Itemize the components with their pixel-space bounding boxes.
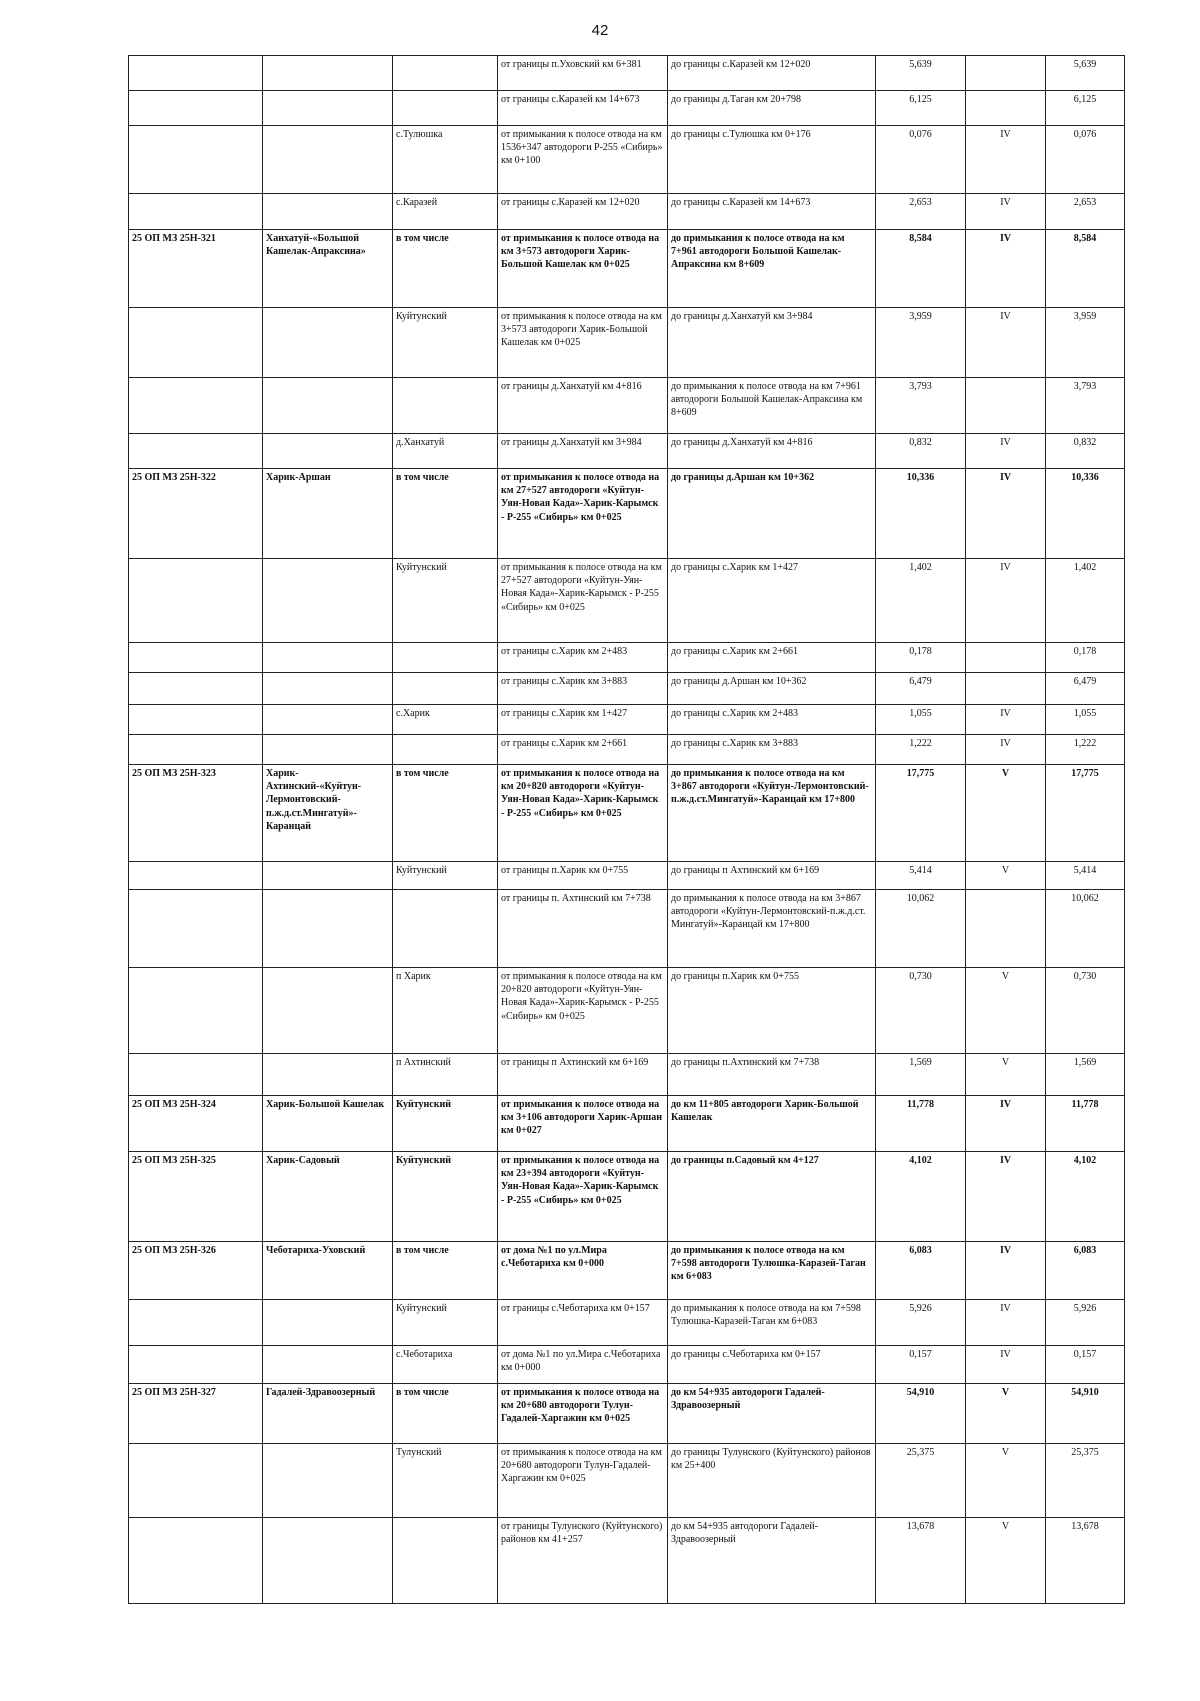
segment-start-cell: от примыкания к полосе отвода на км 3+573 автодороги Харик-Большой Кашелак км 0+025 [498, 230, 668, 308]
table-row [129, 56, 1125, 91]
segment-start-cell: от границы с.Каразей км 12+020 [498, 194, 668, 230]
length-cell: 0,730 [876, 968, 966, 1054]
road-name-cell: Чеботариха-Уховский [263, 1242, 393, 1300]
road-name-cell: Харик-Ахтинский-«Куйтун-Лермонтовский-п.ж.д.ст.Мингатуй»-Каранцай [263, 765, 393, 862]
roads-table [128, 55, 1125, 1604]
table-row [129, 1054, 1125, 1096]
table-row [129, 968, 1125, 1054]
segment-start-cell: от границы с.Харик км 2+483 [498, 643, 668, 673]
table-row [129, 890, 1125, 968]
segment-end-cell: до границы с.Каразей км 14+673 [668, 194, 876, 230]
table-row [129, 469, 1125, 559]
segment-start-cell: от границы с.Чеботариха км 0+157 [498, 1300, 668, 1346]
table-row [129, 1518, 1125, 1604]
locality-cell [393, 890, 498, 968]
locality-cell [393, 1518, 498, 1604]
locality-cell [393, 378, 498, 434]
segment-end-cell: до границы с.Харик км 1+427 [668, 559, 876, 643]
table-row [129, 194, 1125, 230]
road-name-cell: Харик-Большой Кашелак [263, 1096, 393, 1152]
table-row [129, 308, 1125, 378]
locality-cell: п Ахтинский [393, 1054, 498, 1096]
category-cell: IV [966, 735, 1046, 765]
locality-cell [393, 643, 498, 673]
category-cell: IV [966, 1096, 1046, 1152]
locality-cell: п Харик [393, 968, 498, 1054]
road-name-cell [263, 1444, 393, 1518]
segment-end-cell: до границы с.Харик км 2+483 [668, 705, 876, 735]
total-length-cell: 1,222 [1046, 735, 1125, 765]
locality-cell: с.Чеботариха [393, 1346, 498, 1384]
road-code-cell [129, 434, 263, 469]
segment-end-cell: до границы с.Тулюшка км 0+176 [668, 126, 876, 194]
segment-end-cell: до примыкания к полосе отвода на км 7+961 автодороги Большой Кашелак-Апраксина км 8+609 [668, 378, 876, 434]
category-cell [966, 673, 1046, 705]
category-cell: V [966, 968, 1046, 1054]
category-cell: IV [966, 434, 1046, 469]
table-row [129, 1444, 1125, 1518]
locality-cell [393, 673, 498, 705]
length-cell: 5,639 [876, 56, 966, 91]
road-code-cell [129, 194, 263, 230]
segment-end-cell: до границы п.Ахтинский км 7+738 [668, 1054, 876, 1096]
locality-cell: с.Харик [393, 705, 498, 735]
road-code-cell [129, 1518, 263, 1604]
road-name-cell [263, 890, 393, 968]
segment-end-cell: до границы д.Ханхатуй км 4+816 [668, 434, 876, 469]
road-name-cell: Харик-Аршан [263, 469, 393, 559]
segment-start-cell: от примыкания к полосе отвода на км 1536+347 автодороги Р-255 «Сибирь» км 0+100 [498, 126, 668, 194]
length-cell: 1,569 [876, 1054, 966, 1096]
category-cell: V [966, 862, 1046, 890]
table-row [129, 862, 1125, 890]
locality-cell: Куйтунский [393, 1152, 498, 1242]
road-name-cell [263, 705, 393, 735]
table-row [129, 434, 1125, 469]
total-length-cell: 0,157 [1046, 1346, 1125, 1384]
road-code-cell [129, 559, 263, 643]
segment-start-cell: от границы п Ахтинский км 6+169 [498, 1054, 668, 1096]
table-row [129, 643, 1125, 673]
road-name-cell [263, 126, 393, 194]
segment-end-cell: до примыкания к полосе отвода на км 3+867 автодороги «Куйтун-Лермонтовский-п.ж.д.ст.Мингатуй»-Каранцай км 17+800 [668, 765, 876, 862]
road-code-cell [129, 1054, 263, 1096]
length-cell: 54,910 [876, 1384, 966, 1444]
total-length-cell: 1,402 [1046, 559, 1125, 643]
locality-cell: Куйтунский [393, 559, 498, 643]
length-cell: 10,336 [876, 469, 966, 559]
segment-end-cell: до границы п.Харик км 0+755 [668, 968, 876, 1054]
road-code-cell [129, 643, 263, 673]
table-row [129, 673, 1125, 705]
total-length-cell: 10,062 [1046, 890, 1125, 968]
category-cell: IV [966, 705, 1046, 735]
road-name-cell: Харик-Садовый [263, 1152, 393, 1242]
road-name-cell [263, 1300, 393, 1346]
road-name-cell [263, 56, 393, 91]
segment-start-cell: от границы д.Ханхатуй км 3+984 [498, 434, 668, 469]
segment-end-cell: до примыкания к полосе отвода на км 7+961 автодороги Большой Кашелак-Апраксина км 8+609 [668, 230, 876, 308]
total-length-cell: 6,479 [1046, 673, 1125, 705]
total-length-cell: 17,775 [1046, 765, 1125, 862]
road-name-cell [263, 643, 393, 673]
length-cell: 4,102 [876, 1152, 966, 1242]
locality-cell: в том числе [393, 1242, 498, 1300]
total-length-cell: 5,639 [1046, 56, 1125, 91]
total-length-cell: 6,083 [1046, 1242, 1125, 1300]
length-cell: 6,479 [876, 673, 966, 705]
segment-end-cell: до границы п Ахтинский км 6+169 [668, 862, 876, 890]
road-code-cell [129, 126, 263, 194]
locality-cell: в том числе [393, 230, 498, 308]
category-cell [966, 91, 1046, 126]
length-cell: 5,414 [876, 862, 966, 890]
length-cell: 13,678 [876, 1518, 966, 1604]
road-name-cell [263, 862, 393, 890]
table-row [129, 705, 1125, 735]
segment-end-cell: до границы д.Аршан км 10+362 [668, 673, 876, 705]
locality-cell: в том числе [393, 765, 498, 862]
table-row [129, 1096, 1125, 1152]
segment-start-cell: от примыкания к полосе отвода на км 20+820 автодороги «Куйтун-Уян-Новая Када»-Харик-Карымск - Р-255 «Сибирь» км 0+025 [498, 968, 668, 1054]
road-name-cell [263, 378, 393, 434]
road-code-cell: 25 ОП МЗ 25Н-327 [129, 1384, 263, 1444]
category-cell: IV [966, 194, 1046, 230]
road-name-cell [263, 91, 393, 126]
road-code-cell [129, 1300, 263, 1346]
locality-cell [393, 56, 498, 91]
total-length-cell: 0,730 [1046, 968, 1125, 1054]
segment-end-cell: до границы с.Каразей км 12+020 [668, 56, 876, 91]
category-cell: V [966, 1054, 1046, 1096]
category-cell: IV [966, 1152, 1046, 1242]
length-cell: 17,775 [876, 765, 966, 862]
locality-cell: Тулунский [393, 1444, 498, 1518]
category-cell: V [966, 1384, 1046, 1444]
road-name-cell [263, 308, 393, 378]
table-row [129, 1346, 1125, 1384]
segment-end-cell: до границы д.Аршан км 10+362 [668, 469, 876, 559]
total-length-cell: 25,375 [1046, 1444, 1125, 1518]
locality-cell: в том числе [393, 469, 498, 559]
locality-cell: с.Каразей [393, 194, 498, 230]
segment-start-cell: от границы п.Уховский км 6+381 [498, 56, 668, 91]
length-cell: 11,778 [876, 1096, 966, 1152]
length-cell: 1,055 [876, 705, 966, 735]
road-name-cell [263, 559, 393, 643]
total-length-cell: 54,910 [1046, 1384, 1125, 1444]
category-cell: IV [966, 1300, 1046, 1346]
total-length-cell: 0,832 [1046, 434, 1125, 469]
road-code-cell [129, 91, 263, 126]
road-code-cell: 25 ОП МЗ 25Н-325 [129, 1152, 263, 1242]
segment-start-cell: от дома №1 по ул.Мира с.Чеботариха км 0+000 [498, 1242, 668, 1300]
road-name-cell: Ханхатуй-«Большой Кашелак-Апраксина» [263, 230, 393, 308]
table-row [129, 559, 1125, 643]
road-code-cell [129, 705, 263, 735]
segment-start-cell: от границы с.Харик км 1+427 [498, 705, 668, 735]
total-length-cell: 5,414 [1046, 862, 1125, 890]
locality-cell: Куйтунский [393, 1096, 498, 1152]
locality-cell: Куйтунский [393, 862, 498, 890]
table-row [129, 230, 1125, 308]
length-cell: 0,157 [876, 1346, 966, 1384]
road-code-cell [129, 673, 263, 705]
category-cell: IV [966, 1242, 1046, 1300]
segment-end-cell: до примыкания к полосе отвода на км 3+867 автодороги «Куйтун-Лермонтовский-п.ж.д.ст. Мингатуй»-Каранцай км 17+800 [668, 890, 876, 968]
length-cell: 3,793 [876, 378, 966, 434]
road-code-cell [129, 890, 263, 968]
road-name-cell [263, 968, 393, 1054]
segment-end-cell: до границы с.Чеботариха км 0+157 [668, 1346, 876, 1384]
segment-start-cell: от границы с.Харик км 3+883 [498, 673, 668, 705]
segment-start-cell: от примыкания к полосе отвода на км 3+106 автодороги Харик-Аршан км 0+027 [498, 1096, 668, 1152]
category-cell: IV [966, 469, 1046, 559]
road-name-cell [263, 434, 393, 469]
segment-start-cell: от примыкания к полосе отвода на км 20+680 автодороги Тулун-Гадалей-Харгажин км 0+025 [498, 1444, 668, 1518]
category-cell: IV [966, 559, 1046, 643]
road-name-cell [263, 1518, 393, 1604]
table-row [129, 378, 1125, 434]
table-row [129, 1300, 1125, 1346]
segment-end-cell: до границы п.Садовый км 4+127 [668, 1152, 876, 1242]
segment-start-cell: от примыкания к полосе отвода на км 23+394 автодороги «Куйтун-Уян-Новая Када»-Харик-Карымск - Р-255 «Сибирь» км 0+025 [498, 1152, 668, 1242]
length-cell: 6,125 [876, 91, 966, 126]
total-length-cell: 1,055 [1046, 705, 1125, 735]
locality-cell: в том числе [393, 1384, 498, 1444]
segment-end-cell: до границы с.Харик км 2+661 [668, 643, 876, 673]
table-row [129, 1152, 1125, 1242]
category-cell: IV [966, 308, 1046, 378]
table-row [129, 126, 1125, 194]
road-code-cell: 25 ОП МЗ 25Н-324 [129, 1096, 263, 1152]
total-length-cell: 5,926 [1046, 1300, 1125, 1346]
road-name-cell [263, 1054, 393, 1096]
road-name-cell [263, 673, 393, 705]
total-length-cell: 4,102 [1046, 1152, 1125, 1242]
road-code-cell [129, 378, 263, 434]
length-cell: 3,959 [876, 308, 966, 378]
length-cell: 25,375 [876, 1444, 966, 1518]
category-cell: V [966, 1444, 1046, 1518]
road-code-cell [129, 735, 263, 765]
total-length-cell: 6,125 [1046, 91, 1125, 126]
category-cell: V [966, 765, 1046, 862]
road-name-cell [263, 1346, 393, 1384]
length-cell: 5,926 [876, 1300, 966, 1346]
total-length-cell: 10,336 [1046, 469, 1125, 559]
length-cell: 1,222 [876, 735, 966, 765]
segment-end-cell: до км 54+935 автодороги Гадалей-Здравоозерный [668, 1384, 876, 1444]
segment-start-cell: от границы п. Ахтинский км 7+738 [498, 890, 668, 968]
road-name-cell [263, 194, 393, 230]
table-row [129, 765, 1125, 862]
table-row [129, 735, 1125, 765]
segment-end-cell: до границы д.Ханхатуй км 3+984 [668, 308, 876, 378]
segment-start-cell: от примыкания к полосе отвода на км 27+527 автодороги «Куйтун-Уян-Новая Када»-Харик-Карымск - Р-255 «Сибирь» км 0+025 [498, 469, 668, 559]
road-code-cell: 25 ОП МЗ 25Н-322 [129, 469, 263, 559]
total-length-cell: 0,178 [1046, 643, 1125, 673]
total-length-cell: 13,678 [1046, 1518, 1125, 1604]
road-code-cell: 25 ОП МЗ 25Н-326 [129, 1242, 263, 1300]
total-length-cell: 2,653 [1046, 194, 1125, 230]
segment-start-cell: от примыкания к полосе отвода на км 27+527 автодороги «Куйтун-Уян-Новая Када»-Харик-Карымск - Р-255 «Сибирь» км 0+025 [498, 559, 668, 643]
segment-end-cell: до примыкания к полосе отвода на км 7+598 автодороги Тулюшка-Каразей-Таган км 6+083 [668, 1242, 876, 1300]
category-cell: IV [966, 1346, 1046, 1384]
category-cell: IV [966, 230, 1046, 308]
category-cell: V [966, 1518, 1046, 1604]
table-row [129, 1242, 1125, 1300]
segment-end-cell: до примыкания к полосе отвода на км 7+598 Тулюшка-Каразей-Таган км 6+083 [668, 1300, 876, 1346]
total-length-cell: 1,569 [1046, 1054, 1125, 1096]
segment-start-cell: от примыкания к полосе отвода на км 20+820 автодороги «Куйтун-Уян-Новая Када»-Харик-Карымск - Р-255 «Сибирь» км 0+025 [498, 765, 668, 862]
road-code-cell [129, 968, 263, 1054]
length-cell: 10,062 [876, 890, 966, 968]
segment-start-cell: от границы Тулунского (Куйтунского) районов км 41+257 [498, 1518, 668, 1604]
length-cell: 1,402 [876, 559, 966, 643]
road-code-cell [129, 56, 263, 91]
road-code-cell: 25 ОП МЗ 25Н-321 [129, 230, 263, 308]
segment-start-cell: от границы с.Каразей км 14+673 [498, 91, 668, 126]
segment-end-cell: до границы Тулунского (Куйтунского) районов км 25+400 [668, 1444, 876, 1518]
total-length-cell: 3,793 [1046, 378, 1125, 434]
locality-cell [393, 91, 498, 126]
segment-start-cell: от примыкания к полосе отвода на км 20+680 автодороги Тулун-Гадалей-Харгажин км 0+025 [498, 1384, 668, 1444]
category-cell [966, 56, 1046, 91]
road-code-cell [129, 1444, 263, 1518]
segment-end-cell: до границы с.Харик км 3+883 [668, 735, 876, 765]
category-cell [966, 378, 1046, 434]
total-length-cell: 11,778 [1046, 1096, 1125, 1152]
length-cell: 0,832 [876, 434, 966, 469]
page-number: 42 [591, 22, 609, 39]
locality-cell: Куйтунский [393, 1300, 498, 1346]
road-code-cell: 25 ОП МЗ 25Н-323 [129, 765, 263, 862]
length-cell: 8,584 [876, 230, 966, 308]
category-cell [966, 643, 1046, 673]
road-code-cell [129, 1346, 263, 1384]
segment-start-cell: от примыкания к полосе отвода на км 3+573 автодороги Харик-Большой Кашелак км 0+025 [498, 308, 668, 378]
total-length-cell: 3,959 [1046, 308, 1125, 378]
total-length-cell: 8,584 [1046, 230, 1125, 308]
total-length-cell: 0,076 [1046, 126, 1125, 194]
segment-end-cell: до границы д.Таган км 20+798 [668, 91, 876, 126]
segment-start-cell: от границы д.Ханхатуй км 4+816 [498, 378, 668, 434]
table-row [129, 1384, 1125, 1444]
segment-end-cell: до км 11+805 автодороги Харик-Большой Кашелак [668, 1096, 876, 1152]
table-row [129, 91, 1125, 126]
segment-end-cell: до км 54+935 автодороги Гадалей-Здравоозерный [668, 1518, 876, 1604]
road-name-cell: Гадалей-Здравоозерный [263, 1384, 393, 1444]
road-code-cell [129, 862, 263, 890]
length-cell: 2,653 [876, 194, 966, 230]
road-code-cell [129, 308, 263, 378]
length-cell: 0,178 [876, 643, 966, 673]
locality-cell [393, 735, 498, 765]
category-cell [966, 890, 1046, 968]
segment-start-cell: от границы п.Харик км 0+755 [498, 862, 668, 890]
locality-cell: с.Тулюшка [393, 126, 498, 194]
locality-cell: д.Ханхатуй [393, 434, 498, 469]
category-cell: IV [966, 126, 1046, 194]
segment-start-cell: от дома №1 по ул.Мира с.Чеботариха км 0+000 [498, 1346, 668, 1384]
locality-cell: Куйтунский [393, 308, 498, 378]
segment-start-cell: от границы с.Харик км 2+661 [498, 735, 668, 765]
length-cell: 0,076 [876, 126, 966, 194]
road-name-cell [263, 735, 393, 765]
length-cell: 6,083 [876, 1242, 966, 1300]
